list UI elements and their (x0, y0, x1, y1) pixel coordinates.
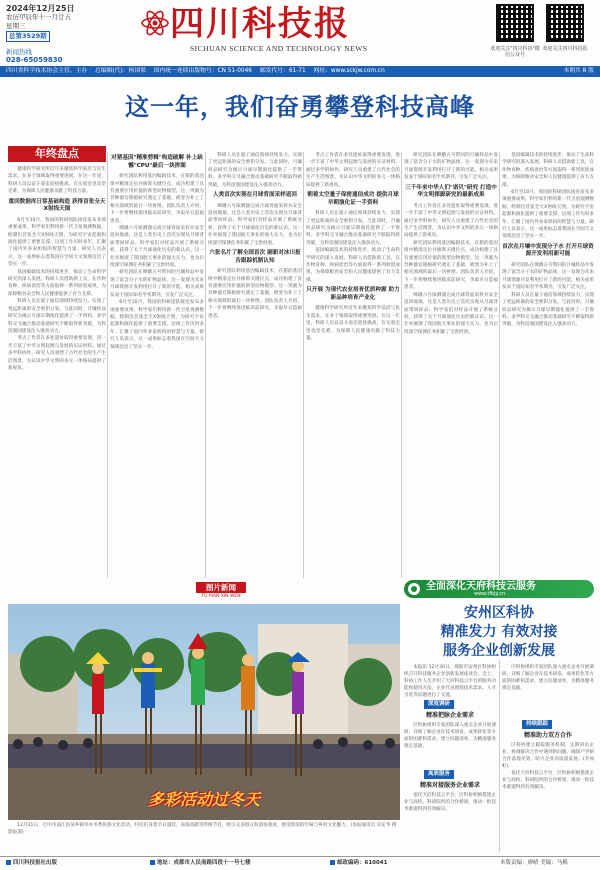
weekday: 星期三 (6, 22, 26, 30)
photo-news-pinyin: TU PIAN XIN WEN (201, 594, 241, 599)
article-subheading: 重回数据库日常基础构造 获得首张全天X射线天图 (8, 198, 106, 213)
article-paragraph: 研究团队在嫦娥五号带回的月壤样品中发现了富含分子水的矿物晶体，这一发现为未来月球资源开发利用打开了新的可能。相关成果发表于国际知名学术期刊，引发广泛关注。 (502, 263, 594, 291)
article-subheading: 三千年来中华人们"诺贝"研究 打造中华文明探源研究的最新成果 (405, 184, 497, 199)
qr-code-icon (546, 4, 584, 42)
article-paragraph: 研究团队利用基因编辑技术，在猪的基因组中精准定位并修饰关键位点，成功构建了具有重要应用价值的新型动物模型。这一突破为异种器官移植研究奠定了基础，被誉为补上了相关领域的最后一块拼图。团队负责人介绍，下一步将继续推进临床前研究，争取早日造福患者。 (404, 240, 498, 291)
column-divider (499, 660, 500, 852)
footer-publisher: 四川科技报社出版 (6, 857, 57, 870)
article-subheading: 人类首次实现在月球背面采样返回 (213, 192, 297, 199)
article-paragraph: 科研人员在量子通信领域持续发力，实现了更远距离的安全密钥分发。与此同时，月壤样品研究为揭示月球早期演化提供了一手资料。多学科交叉融合推动基础研究不断取得新突破，为科技强国建设注入强劲动力。 (502, 292, 594, 328)
subsection-title: 精准助力双方合作 (523, 732, 572, 739)
article-paragraph: 嫦娥六号探测器完成月球背面采样并安全返回地球，这是人类历史上首次实现从月球背面带回样品。科学家们对样品开展了系统分析，获得了关于月球演化历史的新认识。这一壮举展现了我国航天事业的强大实力，也为后续深空探测任务积累了宝贵经验。 (404, 292, 498, 335)
column-divider (499, 152, 500, 578)
newspaper-logo (140, 2, 400, 60)
article-paragraph: 基因编辑技术的持续进步，推动了生命科学研究的深入发展。科研人员借助新工具，在作物育种、疾病诊治等方面取得一系列原创成果，为保障粮食安全和人民健康提供了有力支撑。 (306, 248, 400, 283)
column-divider (303, 152, 304, 578)
hotline-number: 028-65059830 (6, 56, 63, 64)
article-column (306, 152, 400, 578)
article-subheading: 六张名片了解全国首次 刷新对冰川报告跟踪机制认知 (209, 250, 301, 264)
news-hotline (6, 48, 62, 64)
article-column (110, 152, 204, 578)
page-footer (0, 856, 600, 870)
article-paragraph: 区科协建立跟踪服务机制，定期回访企业，协调解决合作中遇到的问题，确保产学研合作落地见效，助力企业高质量发展。(李加虹) (502, 743, 594, 769)
feature-headline-line: 精准发力 有效对接 (440, 624, 558, 640)
subsection-tag: 高质服务 (424, 770, 454, 779)
banner-title: 全面深化天府科技云服务 (426, 581, 536, 592)
main-headline: 这一年，我们奋勇攀登科技高峰 (125, 93, 475, 121)
article-column (404, 152, 498, 578)
feature-intro (404, 664, 496, 698)
article-paragraph: 研究团队在嫦娥五号带回的月壤样品中发现了富含分子水的矿物晶体，这一发现为未来月球资源开发利用打开了新的可能。相关成果发表于国际知名学术期刊，引发广泛关注。 (404, 153, 498, 181)
article-subheading: 朝着太空量子保密通信成功 提供月球早期演化证一手资料 (307, 192, 399, 206)
article-paragraph: 区科协组织专家团队深入重点企业开展调研，详细了解企业在技术研发、成果转化等方面的困难和需求，建立问题清单，为精准服务奠定基础。 (502, 665, 594, 691)
feature-headline-line: 服务企业创新发展 (443, 643, 555, 659)
qr-code-icon (496, 4, 534, 42)
footer-address: 地址：成都市人民南路四段十一号七楼 (150, 857, 251, 870)
photo-news-title: 图片新闻 (196, 582, 246, 593)
article-paragraph: 6月至10月，我国的科研团队接连发布多项重要成果。科学家们利用新一代卫星观测数据，绘制出首张全天X射线天图，为研究宇宙起源和演化提供了重要支撑。这项工作历时多年，汇聚了国内外多家机构的智慧与力量。研究人员表示，这一成果标志着我国在空间天文领域迈出了坚实一步。 (110, 300, 204, 350)
feature-headline-line: 安州区科协 (464, 605, 534, 621)
article-column (8, 166, 106, 578)
photo-caption: 12月21日，巴中市南江县某乡镇举办冬季民俗文化活动，村民们身着节日盛装，表演高跷等传统节目，吸引众多群众和游客观看，感受浓浓的年味与乡村文化魅力。(本报通讯员 向定华 摄影报道) (8, 823, 397, 835)
section-tag: 年终盘点 (8, 146, 106, 162)
page-count: 本期共 8 版 (563, 68, 594, 74)
article-paragraph: 6月至10月，我国的科研团队接连发布多项重要成果。科学家们利用新一代卫星观测数据，绘制出首张全天X射线天图，为研究宇宙起源和演化提供了重要支撑。这项工作历时多年，汇聚了国内外多家机构的智慧与力量。研究人员表示，这一成果标志着我国在空间天文领域迈出了坚实一步。 (8, 217, 106, 268)
article-paragraph: 科研人员在量子通信领域持续发力，实现了更远距离的安全密钥分发。与此同时，月壤样品研究为揭示月球早期演化提供了一手资料。多学科交叉融合推动基础研究不断取得新突破，为科技强国建设注入强劲动力。 (208, 153, 302, 188)
article-paragraph: 本报讯 12月30日，绵阳市安州区科协组织召开科技服务企业创新发展座谈会。会上，科协工作人员介绍了天府科技云平台的服务功能和使用方法，企业代表围绕技术需求、人才引进等问题进行了交流。 (404, 665, 496, 698)
column-divider (107, 152, 108, 578)
article-paragraph: 嫦娥六号探测器完成月球背面采样并安全返回地球，这是人类历史上首次实现从月球背面带回样品。科学家们对样品开展了系统分析，获得了关于月球演化历史的新认识。这一壮举展现了我国航天事业的强大实力，也为后续深空探测任务积累了宝贵经验。 (208, 203, 302, 246)
article-paragraph: 6月至10月，我国的科研团队接连发布多项重要成果。科学家们利用新一代卫星观测数据，绘制出首张全天X射线天图，为研究宇宙起源和演化提供了重要支撑。这项工作历时多年，汇聚了国内外多家机构的智慧与力量。研究人员表示，这一成果标志着我国在空间天文领域迈出了坚实一步。 (502, 190, 594, 240)
subsection-title: 精准把脉企业需求 (425, 712, 474, 719)
qr-caption: 欢迎关注四川科技报 (542, 46, 588, 52)
post-code: 邮发代号：61-71 (259, 68, 306, 74)
subsection-body (404, 792, 496, 850)
date-block (6, 4, 96, 42)
issue-number: 总第3529期 (6, 31, 50, 42)
footer-editors: 本版责编：廖晴 美编：马梅 (500, 860, 568, 866)
square-bullet-icon (6, 860, 11, 865)
column-divider (205, 152, 206, 578)
editor: 总编辑(代)：杨国渠 (95, 68, 146, 74)
subsection-body (404, 722, 496, 766)
logo-title: 四川科技报 (170, 4, 350, 44)
subsection-body (502, 742, 594, 850)
tianfu-cloud-banner (404, 580, 594, 598)
article-paragraph: 研究团队在嫦娥五号带回的月壤样品中发现了富含分子水的矿物晶体，这一发现为未来月球资源开发利用打开了新的可能。相关成果发表于国际知名学术期刊，引发广泛关注。 (110, 270, 204, 298)
article-subheading: 只开展 为现代农业培育优质种源 助力新品种培育产业化 (306, 287, 400, 301)
article-paragraph: 区科协组织专家团队深入重点企业开展调研，详细了解企业在技术研发、成果转化等方面的困难和需求，建立问题清单，为精准服务奠定基础。 (404, 723, 496, 749)
article-paragraph: 基因编辑技术的持续进步，推动了生命科学研究的深入发展。科研人员借助新工具，在作物育种、疾病诊治等方面取得一系列原创成果，为保障粮食安全和人民健康提供了有力支撑。 (8, 269, 106, 297)
article-paragraph: 依托天府科技云平台，区科协积极搭建企业与高校、科研院所的合作桥梁，推动一批技术难题得到有效解决。 (502, 771, 594, 790)
article-paragraph: 研究团队利用基因编辑技术，在猪的基因组中精准定位并修饰关键位点，成功构建了具有重要应用价值的新型动物模型。这一突破为异种器官移植研究奠定了基础，被誉为补上了相关领域的最后一块拼图。团队负责人介绍，下一步将继续推进临床前研究，争取早日造福患者。 (208, 269, 302, 319)
article-paragraph: 研究团队利用基因编辑技术，在猪的基因组中精准定位并修饰关键位点，成功构建了具有重要应用价值的新型动物模型。这一突破为异种器官移植研究奠定了基础，被誉为补上了相关领域的最后一块拼图。团队负责人介绍，下一步将继续推进临床前研究，争取早日造福患者。 (110, 174, 204, 224)
square-bullet-icon (330, 860, 335, 865)
hotline-label: 新闻热线 (6, 48, 32, 56)
article-paragraph: 科研人员在量子通信领域持续发力，实现了更远距离的安全密钥分发。与此同时，月壤样品研究为揭示月球早期演化提供了一手资料。多学科交叉融合推动基础研究不断取得新突破，为科技强国建设注入强劲动力。 (8, 299, 106, 334)
article-subheading: 首次在月壤中发现分子水 打开月球资源开发利用新可能 (502, 243, 594, 258)
sponsor: 四川省科学技术协会主管、主办 (6, 68, 88, 74)
article-column (502, 152, 594, 578)
article-column (208, 152, 302, 578)
article-paragraph: 嫦娥六号探测器完成月球背面采样并安全返回地球，这是人类历史上首次实现从月球背面带回样品。科学家们对样品开展了系统分析，获得了关于月球演化历史的新认识。这一壮举展现了我国航天事业的强大实力，也为后续深空探测任务积累了宝贵经验。 (110, 226, 204, 269)
square-bullet-icon (150, 860, 155, 865)
subsection-title: 精准对接服务企业需求 (419, 782, 480, 789)
article-paragraph: 健康科学研究所近年来聚焦科学前沿与民生需求，在多个领域取得重要进展。在这一年里，科研人员以奋斗姿态迎接挑战，在实验室里攻坚克难，为保障人民健康贡献了科技力量。 (8, 167, 106, 195)
article-subheading: 对猪基因"精准剪辑"构造破解 补上缺憾"CPU"最后一块拼图 (111, 155, 203, 169)
atom-logo-icon (140, 8, 170, 38)
article-paragraph: 考古工作者在多处遗址取得重要发现，进一步丰富了中华文明起源与发展的实证材料。通过多学科协作，研究人员重建了古代社会的生产生活图景，为认识中华文明的多元一体格局提供了新视角。 (404, 203, 498, 239)
logo-english: SICHUAN SCIENCE AND TECHNOLOGY NEWS (190, 44, 368, 53)
banner-url: www.tfkjy.cn (474, 591, 506, 597)
article-paragraph: 健康科学研究所近年来聚焦科学前沿与民生需求，在多个领域取得重要进展。在这一年里，科研人员以奋斗姿态迎接挑战，在实验室里攻坚克难，为保障人民健康贡献了科技力量。 (306, 306, 400, 342)
article-paragraph: 科研人员在量子通信领域持续发力，实现了更远距离的安全密钥分发。与此同时，月壤样品研究为揭示月球早期演化提供了一手资料。多学科交叉融合推动基础研究不断取得新突破，为科技强国建设注入强劲动力。 (306, 211, 400, 246)
qr-caption: 欢迎关注"四川科协"微信公众号 (490, 46, 540, 58)
subsection-tag: 深度调研 (424, 700, 454, 709)
article-paragraph: 依托天府科技云平台，区科协积极搭建企业与高校、科研院所的合作桥梁，推动一批技术难题得到有效解决。 (404, 793, 496, 812)
feature-headline (404, 604, 594, 661)
article-paragraph: 基因编辑技术的持续进步，推动了生命科学研究的深入发展。科研人员借助新工具，在作物育种、疾病诊治等方面取得一系列原创成果，为保障粮食安全和人民健康提供了有力支撑。 (502, 153, 594, 188)
article-paragraph: 考古工作者在多处遗址取得重要发现，进一步丰富了中华文明起源与发展的实证材料。通过多学科协作，研究人员重建了古代社会的生产生活图景，为认识中华文明的多元一体格局提供了新视角。 (306, 153, 400, 188)
cloud-service-icon (408, 583, 420, 595)
column-divider (401, 152, 402, 578)
masthead (0, 0, 600, 66)
website: 网址：www.sckjw.com.cn (313, 68, 385, 74)
feature-intro-cont (502, 664, 594, 714)
article-paragraph: 考古工作者在多处遗址取得重要发现，进一步丰富了中华文明起源与发展的实证材料。通过多学科协作，研究人员重建了古代社会的生产生活图景，为认识中华文明的多元一体格局提供了新视角。 (8, 336, 106, 371)
photo-overlay-title: 多彩活动过冬天 (148, 790, 261, 809)
news-photo (8, 604, 400, 820)
publication-info-bar (0, 66, 600, 77)
footer-postcode: 邮政编码：610041 (330, 857, 387, 870)
photo-news-label (196, 582, 246, 600)
cn-number: 国内统一连续出版物号：CN 51-0046 (153, 68, 252, 74)
subsection-tag: 持续跟踪 (522, 720, 552, 729)
lunar-date: 农历甲辰年十一月廿五 (6, 13, 71, 21)
publish-date: 2024年12月25日 (6, 4, 75, 13)
